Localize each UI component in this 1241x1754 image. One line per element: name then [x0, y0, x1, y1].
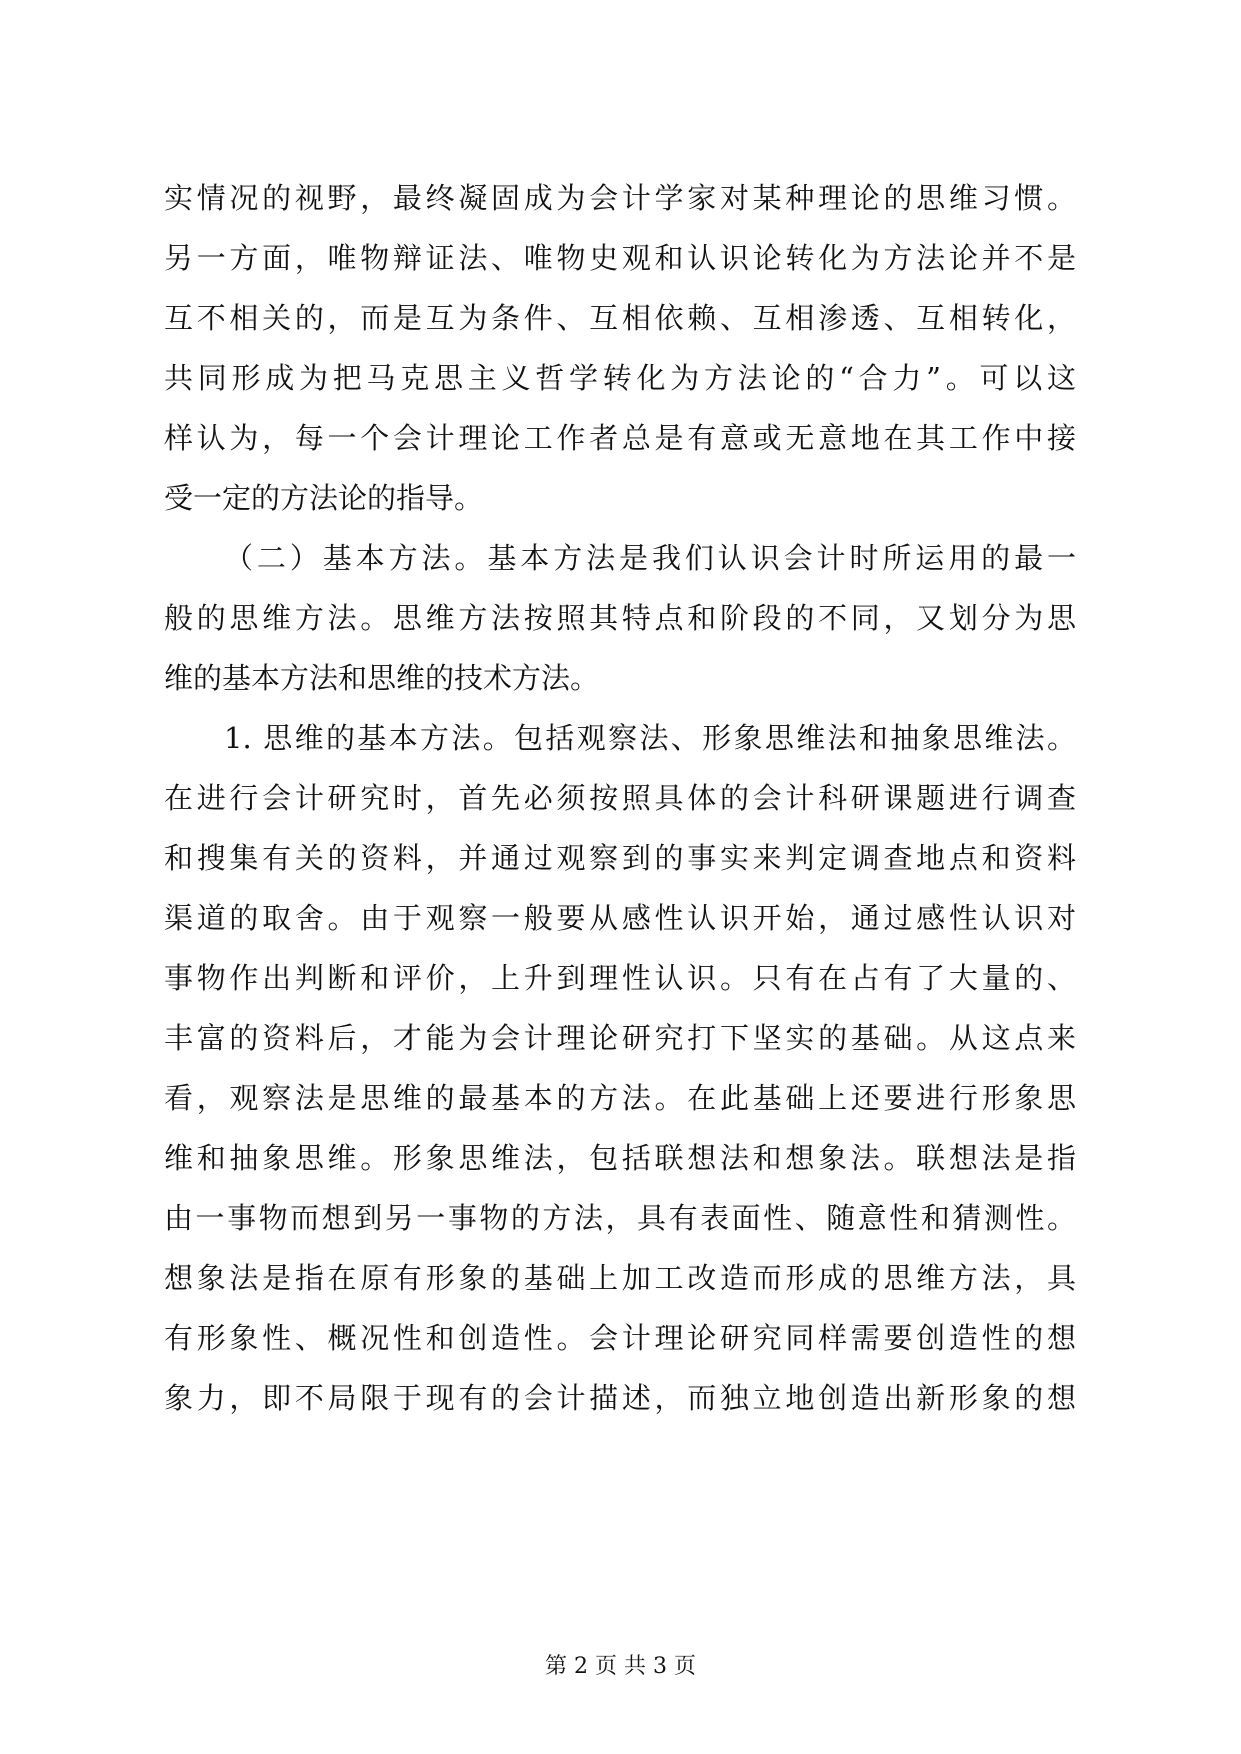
text-line: 共同形成为把马克思主义哲学转化为方法论的“合力”。可以这: [164, 361, 1076, 395]
text-line: 看，观察法是思维的最基本的方法。在此基础上还要进行形象思: [164, 1081, 1076, 1115]
body-text: [164, 168, 1076, 1428]
text-line: 互不相关的，而是互为条件、互相依赖、互相渗透、互相转化，: [164, 301, 1076, 335]
text-line: 有形象性、概况性和创造性。会计理论研究同样需要创造性的想: [164, 1321, 1076, 1355]
text-line: 渠道的取舍。由于观察一般要从感性认识开始，通过感性认识对: [164, 901, 1076, 935]
text-line: 维和抽象思维。形象思维法，包括联想法和想象法。联想法是指: [164, 1141, 1076, 1175]
text-line: 实情况的视野，最终凝固成为会计学家对某种理论的思维习惯。: [164, 181, 1076, 215]
page-number-footer: 第 2 页 共 3 页: [545, 1654, 696, 1679]
text-line: 和搜集有关的资料，并通过观察到的事实来判定调查地点和资料: [164, 841, 1076, 875]
text-line: 受一定的方法论的指导。: [164, 481, 484, 515]
text-line: 1. 思维的基本方法。包括观察法、形象思维法和抽象思维法。: [224, 721, 1076, 755]
text-line: 象力，即不局限于现有的会计描述，而独立地创造出新形象的想: [164, 1381, 1076, 1415]
text-line: 事物作出判断和评价，上升到理性认识。只有在占有了大量的、: [164, 961, 1076, 995]
text-line: 般的思维方法。思维方法按照其特点和阶段的不同，又划分为思: [164, 601, 1076, 635]
text-line: 维的基本方法和思维的技术方法。: [164, 661, 600, 695]
text-line: 样认为，每一个会计理论工作者总是有意或无意地在其工作中接: [164, 421, 1076, 455]
text-line: 在进行会计研究时，首先必须按照具体的会计科研课题进行调查: [164, 781, 1076, 815]
text-line: （二）基本方法。基本方法是我们认识会计时所运用的最一: [224, 541, 1076, 575]
text-line: 丰富的资料后，才能为会计理论研究打下坚实的基础。从这点来: [164, 1021, 1076, 1055]
text-line: 由一事物而想到另一事物的方法，具有表面性、随意性和猜测性。: [164, 1201, 1076, 1235]
text-line: 想象法是指在原有形象的基础上加工改造而形成的思维方法，具: [164, 1261, 1076, 1295]
text-line: 另一方面，唯物辩证法、唯物史观和认识论转化为方法论并不是: [164, 241, 1076, 275]
